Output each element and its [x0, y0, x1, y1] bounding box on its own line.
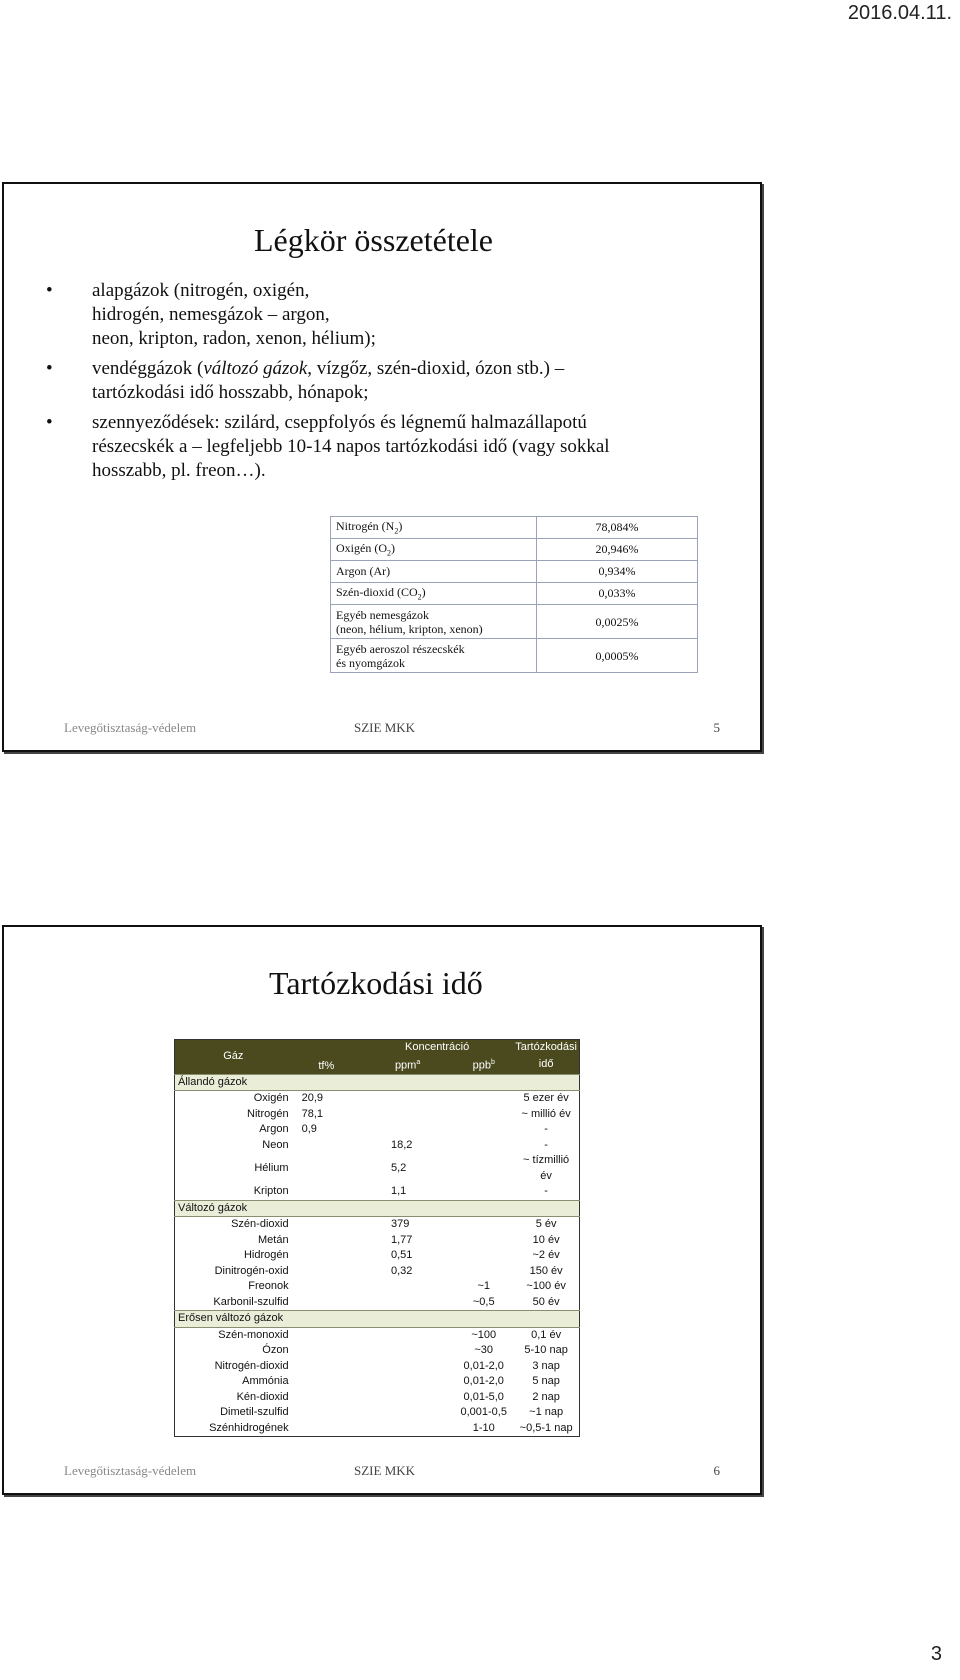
gas-name: Szén-dioxid	[231, 1218, 289, 1231]
ppb-value: 0,001-0,5	[460, 1406, 507, 1419]
ppm-value: 0,32	[390, 1264, 413, 1277]
gas-name: Karbonil-szulfid	[213, 1295, 289, 1308]
tf-value	[292, 1390, 361, 1406]
gas-name: Nitrogén-dioxid	[214, 1359, 289, 1372]
ppb-value: ~1	[477, 1280, 490, 1293]
slide-title: Tartózkodási idő	[269, 965, 483, 1001]
residence-time: ~ millió év	[521, 1107, 571, 1120]
ppm-value	[361, 1327, 454, 1343]
table-row	[175, 1264, 580, 1280]
gas-percent: 20,946%	[537, 539, 698, 561]
residence-time: 5 év	[535, 1218, 557, 1231]
table-row	[175, 1295, 580, 1311]
table-header-row	[175, 1040, 580, 1056]
bullet-marker: •	[46, 412, 53, 433]
residence-time: 0,1 év	[531, 1328, 562, 1341]
residence-time-table	[174, 1039, 580, 1437]
ppm-value	[361, 1107, 454, 1123]
residence-time: ~ tízmillió év	[523, 1154, 570, 1182]
residence-time: 5-10 nap	[524, 1344, 568, 1357]
bullet-text: vendéggázok (	[92, 358, 204, 379]
gas-name: Szén-monoxid	[218, 1328, 289, 1341]
gas-percent: 0,0005%	[537, 639, 698, 673]
table-row	[175, 1421, 580, 1437]
bullet-item-pollutants	[44, 411, 724, 483]
table-row	[331, 561, 698, 583]
tf-value	[292, 1405, 361, 1421]
bullet-line: szennyeződések: szilárd, cseppfolyós és légnemű halmazállapotú	[92, 412, 587, 433]
ppb-value	[454, 1217, 513, 1233]
gas-name: Ammónia	[242, 1375, 289, 1388]
bullet-marker: •	[46, 358, 53, 379]
residence-time: ~100 év	[526, 1280, 566, 1293]
residence-time: 5 ezer év	[523, 1092, 569, 1105]
table-row	[175, 1405, 580, 1421]
table-row	[175, 1343, 580, 1359]
composition-table	[330, 516, 698, 673]
ppb-value: 0,01-2,0	[463, 1375, 504, 1388]
footer-slide-number: 5	[713, 720, 720, 735]
ppm-value	[361, 1343, 454, 1359]
gas-name: Szén-dioxid $(CO_2)$	[331, 583, 537, 605]
bullet-line: tartózkodási idő hosszabb, hónapok;	[92, 382, 369, 403]
table-row	[175, 1248, 580, 1264]
group-label: Változó gázok	[175, 1200, 580, 1217]
bullet-item-guest-gases	[44, 357, 724, 405]
header-concentration: Koncentráció	[361, 1040, 513, 1056]
ppm-value	[361, 1421, 454, 1437]
ppb-value: ~100	[471, 1328, 497, 1341]
gas-percent: 0,033%	[537, 583, 698, 605]
slide-title: Légkör összetétele	[254, 222, 493, 258]
table-row	[175, 1138, 580, 1154]
ppm-value	[361, 1374, 454, 1390]
gas-name: Dinitrogén-oxid	[214, 1264, 289, 1277]
header-residence: Tartózkodási	[513, 1040, 579, 1056]
table-row	[175, 1217, 580, 1233]
gas-name: Argon (Ar)	[331, 561, 537, 583]
bullet-italic-text: változó gázok	[203, 358, 308, 379]
ppb-value	[454, 1091, 513, 1107]
tf-value	[292, 1138, 361, 1154]
ppm-value	[361, 1279, 454, 1295]
header-ppb: ppb$^b$	[454, 1055, 513, 1074]
bullet-list	[44, 279, 724, 489]
tf-value: 78,1	[301, 1107, 323, 1120]
header-ppm: ppm$^a$	[361, 1055, 454, 1074]
tf-value	[292, 1184, 361, 1200]
gas-name: Egyéb nemesgázok (neon, hélium, kripton, xenon)	[331, 605, 537, 639]
ppb-value	[454, 1122, 513, 1138]
bullet-text: , vízgőz, szén-dioxid, ózon stb.) –	[307, 358, 565, 379]
ppb-value: ~0,5	[472, 1295, 495, 1308]
header-gas: Gáz	[175, 1040, 292, 1075]
group-label: Erősen változó gázok	[175, 1311, 580, 1328]
ppm-value	[361, 1295, 454, 1311]
residence-time: 5 nap	[532, 1375, 560, 1388]
residence-time: 10 év	[532, 1233, 560, 1246]
residence-time: -	[544, 1185, 548, 1198]
table-row	[331, 583, 698, 605]
residence-time: ~0,5-1 nap	[519, 1421, 573, 1434]
gas-name: Dimetil-szulfid	[220, 1406, 289, 1419]
ppb-value	[454, 1248, 513, 1264]
bullet-marker: •	[46, 280, 53, 301]
gas-name: Kén-dioxid	[236, 1390, 289, 1403]
residence-time: 3 nap	[532, 1359, 560, 1372]
bullet-line: hosszabb, pl. freon…).	[92, 460, 266, 481]
gas-name: Hidrogén	[243, 1249, 289, 1262]
bullet-line: alapgázok (nitrogén, oxigén,	[92, 280, 310, 301]
table-row	[175, 1374, 580, 1390]
footer-institution: SZIE MKK	[354, 720, 416, 735]
table-row	[175, 1359, 580, 1375]
tf-value	[292, 1295, 361, 1311]
table-body	[175, 1074, 580, 1437]
tf-value: 20,9	[301, 1092, 323, 1105]
gas-name: Egyéb aeroszol részecskék és nyomgázok	[331, 639, 537, 673]
header-tf: tf%	[292, 1040, 361, 1075]
table-row	[175, 1184, 580, 1200]
ppm-value	[361, 1405, 454, 1421]
tf-value	[292, 1233, 361, 1249]
table-row	[175, 1327, 580, 1343]
table-row	[175, 1091, 580, 1107]
ppb-value: 0,01-2,0	[463, 1359, 504, 1372]
gas-name: Hélium	[254, 1161, 289, 1174]
table-row	[331, 517, 698, 539]
gas-name: Argon	[259, 1123, 289, 1136]
table-row	[175, 1107, 580, 1123]
header-residence-2: idő	[513, 1055, 579, 1074]
bullet-line: hidrogén, nemesgázok – argon,	[92, 304, 330, 325]
tf-value	[292, 1264, 361, 1280]
tf-value	[292, 1421, 361, 1437]
residence-time: -	[544, 1123, 548, 1136]
residence-time: 150 év	[529, 1264, 563, 1277]
ppb-value: 0,01-5,0	[463, 1390, 504, 1403]
ppm-value: 1,77	[390, 1233, 413, 1246]
tf-value	[292, 1343, 361, 1359]
ppm-value	[361, 1390, 454, 1406]
ppb-value	[454, 1138, 513, 1154]
tf-value	[292, 1359, 361, 1375]
residence-time: 2 nap	[532, 1390, 560, 1403]
page-number: 3	[930, 1643, 942, 1665]
tf-value	[292, 1327, 361, 1343]
table-group-row	[175, 1200, 580, 1217]
residence-time: ~1 nap	[529, 1406, 564, 1419]
table-row	[175, 1233, 580, 1249]
handout-date: 2016.04.11.	[847, 2, 952, 24]
tf-value	[292, 1248, 361, 1264]
table-row	[331, 605, 698, 639]
ppm-value	[361, 1122, 454, 1138]
gas-name: Oxigén $(O_2)$	[331, 539, 537, 561]
ppm-value: 0,51	[390, 1249, 413, 1262]
table-group-row	[175, 1311, 580, 1328]
bullet-item-base-gases	[44, 279, 724, 351]
footer-course: Levegőtisztaság-védelem	[64, 1463, 197, 1478]
residence-time: 50 év	[532, 1295, 560, 1308]
gas-name: Szénhidrogének	[209, 1421, 289, 1434]
tf-value	[292, 1217, 361, 1233]
gas-name: Ózon	[262, 1344, 289, 1357]
group-label: Állandó gázok	[175, 1074, 580, 1091]
table-row	[331, 539, 698, 561]
gas-name: Neon	[262, 1138, 289, 1151]
tf-value	[292, 1374, 361, 1390]
gas-name: Nitrogén	[247, 1107, 289, 1120]
table-row	[175, 1153, 580, 1184]
tf-value	[292, 1153, 361, 1184]
gas-percent: 78,084%	[537, 517, 698, 539]
table-row	[175, 1279, 580, 1295]
gas-percent: 0,934%	[537, 561, 698, 583]
footer-slide-number: 6	[713, 1463, 720, 1478]
footer-institution: SZIE MKK	[354, 1463, 416, 1478]
ppb-value	[454, 1153, 513, 1184]
tf-value	[292, 1279, 361, 1295]
ppb-value: 1-10	[472, 1421, 495, 1434]
ppb-value	[454, 1107, 513, 1123]
table-row	[331, 639, 698, 673]
ppb-value	[454, 1264, 513, 1280]
gas-percent: 0,0025%	[537, 605, 698, 639]
table-row	[175, 1122, 580, 1138]
ppm-value: 18,2	[390, 1138, 413, 1151]
slide-5	[2, 182, 762, 752]
residence-time: ~2 év	[532, 1249, 560, 1262]
ppm-value	[361, 1091, 454, 1107]
ppm-value: 379	[390, 1218, 410, 1231]
ppm-value	[361, 1359, 454, 1375]
table-row	[175, 1390, 580, 1406]
gas-name: Oxigén	[253, 1092, 289, 1105]
tf-value: 0,9	[301, 1123, 317, 1136]
footer-course: Levegőtisztaság-védelem	[64, 720, 197, 735]
ppb-value	[454, 1184, 513, 1200]
ppm-value: 1,1	[390, 1185, 407, 1198]
slide-6	[2, 925, 762, 1495]
ppb-value: ~30	[474, 1344, 494, 1357]
bullet-line: neon, kripton, radon, xenon, hélium);	[92, 328, 376, 349]
gas-name: Kripton	[253, 1185, 289, 1198]
bullet-line: részecskék a – legfeljebb 10-14 napos tartózkodási idő (vagy sokkal	[92, 436, 610, 457]
ppb-value	[454, 1233, 513, 1249]
gas-name: Freonok	[248, 1280, 289, 1293]
residence-time: -	[544, 1138, 548, 1151]
gas-name: Nitrogén $(N_2)$	[331, 517, 537, 539]
gas-name: Metán	[258, 1233, 289, 1246]
ppm-value: 5,2	[390, 1161, 407, 1174]
table-group-row	[175, 1074, 580, 1091]
